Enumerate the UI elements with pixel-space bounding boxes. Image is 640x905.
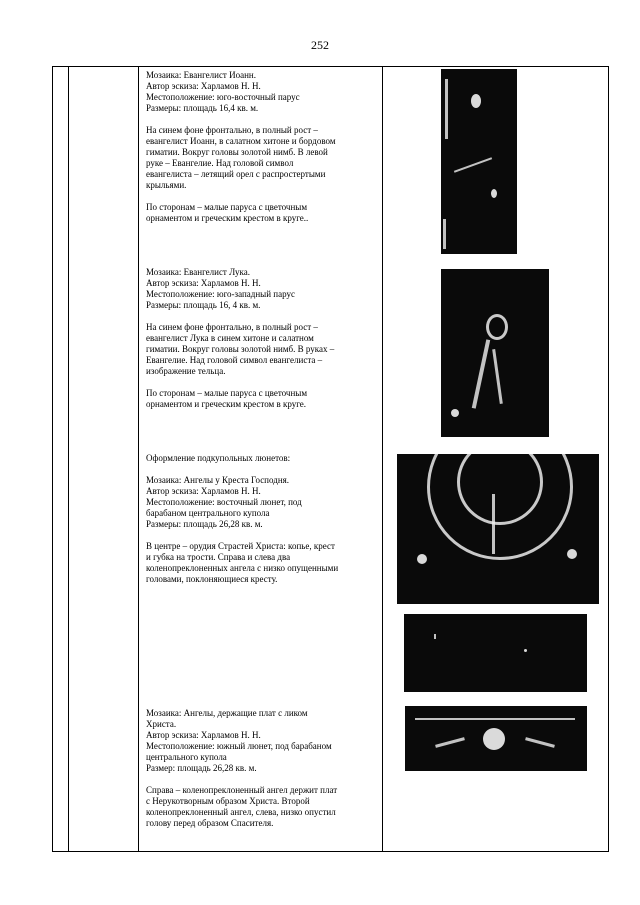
entry-location: барабаном центрального купола (146, 508, 270, 518)
entry-description (146, 541, 386, 585)
description-line: В центре – орудия Страстей Христа: копье, крест (146, 541, 335, 551)
photo-angels-cross (397, 454, 599, 604)
entry-size: Размер: площадь 26,28 кв. м. (146, 763, 257, 773)
entry-size: Размеры: площадь 16,4 кв. м. (146, 103, 259, 113)
entry-author: Автор эскиза: Харламов Н. Н. (146, 278, 261, 288)
photo-evangelist-john (441, 69, 517, 254)
entry-author: Автор эскиза: Харламов Н. Н. (146, 486, 261, 496)
description-line: На синем фоне фронтально, в полный рост – (146, 322, 318, 332)
sides-line: По сторонам – малые паруса с цветочным (146, 388, 308, 398)
entry-location: Местоположение: юго-западный парус (146, 289, 295, 299)
description-line: гиматии. Вокруг головы золотой нимб. В левой (146, 147, 328, 157)
entry-location: Местоположение: южный люнет, под барабаном (146, 741, 332, 751)
description-line: головами, поклоняющиеся кресту. (146, 574, 278, 584)
description-line: гиматии. Вокруг головы золотой нимб. В руках – (146, 344, 335, 354)
description-line: с Нерукотворным образом Христа. Второй (146, 796, 310, 806)
description-line: коленопреклоненных ангела с низко опущенными (146, 563, 339, 573)
photo-lunette-dark (404, 614, 587, 692)
entry-header (146, 70, 386, 114)
description-line: руке – Евангелие. Над головой символ (146, 158, 294, 168)
description-line: изображение тельца. (146, 366, 226, 376)
description-line: На синем фоне фронтально, в полный рост – (146, 125, 318, 135)
entry-header (146, 708, 386, 774)
description-line: евангелист Лука в синем хитоне и салатном (146, 333, 314, 343)
catalog-table (52, 66, 609, 852)
description-line: и губка на трости. Справа и слева два (146, 552, 291, 562)
entry-title: Мозаика: Ангелы у Креста Господня. (146, 475, 290, 485)
page-number: 252 (311, 38, 329, 52)
entry-evangelist-john (146, 70, 386, 235)
column-divider-1 (68, 67, 69, 851)
description-line: Евангелие. Над головой символ евангелиста – (146, 355, 323, 365)
entry-angels-cross (146, 453, 386, 596)
entry-size: Размеры: площадь 26,28 кв. м. (146, 519, 263, 529)
entry-angels-mandylion (146, 708, 386, 840)
sides-line: орнаментом и греческим крестом в круге. (146, 399, 307, 409)
description-line: Справа – коленопреклоненный ангел держит плат (146, 785, 338, 795)
column-divider-2 (138, 67, 139, 851)
entry-location: центрального купола (146, 752, 227, 762)
sides-line: орнаментом и греческим крестом в круге.. (146, 213, 309, 223)
entry-author: Автор эскиза: Харламов Н. Н. (146, 730, 261, 740)
description-line: евангелист Иоанн, в салатном хитоне и бордовом (146, 136, 336, 146)
entry-header (146, 267, 386, 311)
entry-location: Местоположение: юго-восточный парус (146, 92, 300, 102)
lunette-heading: Оформление подкупольных люнетов: (146, 453, 291, 463)
entry-title: Мозаика: Евангелист Лука. (146, 267, 250, 277)
entry-header (146, 475, 386, 530)
photo-angels-mandylion (405, 706, 587, 771)
entry-location: Местоположение: восточный люнет, под (146, 497, 302, 507)
photo-evangelist-luke (441, 269, 549, 437)
entry-sides (146, 202, 386, 224)
description-line: крыльями. (146, 180, 187, 190)
entry-title: Христа. (146, 719, 177, 729)
entry-description (146, 785, 386, 829)
entry-title: Мозаика: Ангелы, держащие плат с ликом (146, 708, 308, 718)
sides-line: По сторонам – малые паруса с цветочным (146, 202, 308, 212)
description-line: коленопреклоненный ангел, слева, низко опустил (146, 807, 336, 817)
entry-sides (146, 388, 386, 410)
entry-author: Автор эскиза: Харламов Н. Н. (146, 81, 261, 91)
entry-description (146, 322, 386, 377)
section-heading (146, 453, 386, 464)
description-line: евангелиста – летящий орел с распростертыми (146, 169, 326, 179)
entry-description (146, 125, 386, 191)
entry-evangelist-luke (146, 267, 386, 421)
description-line: голову перед образом Спасителя. (146, 818, 274, 828)
entry-title: Мозаика: Евангелист Иоанн. (146, 70, 256, 80)
entry-size: Размеры: площадь 16, 4 кв. м. (146, 300, 261, 310)
